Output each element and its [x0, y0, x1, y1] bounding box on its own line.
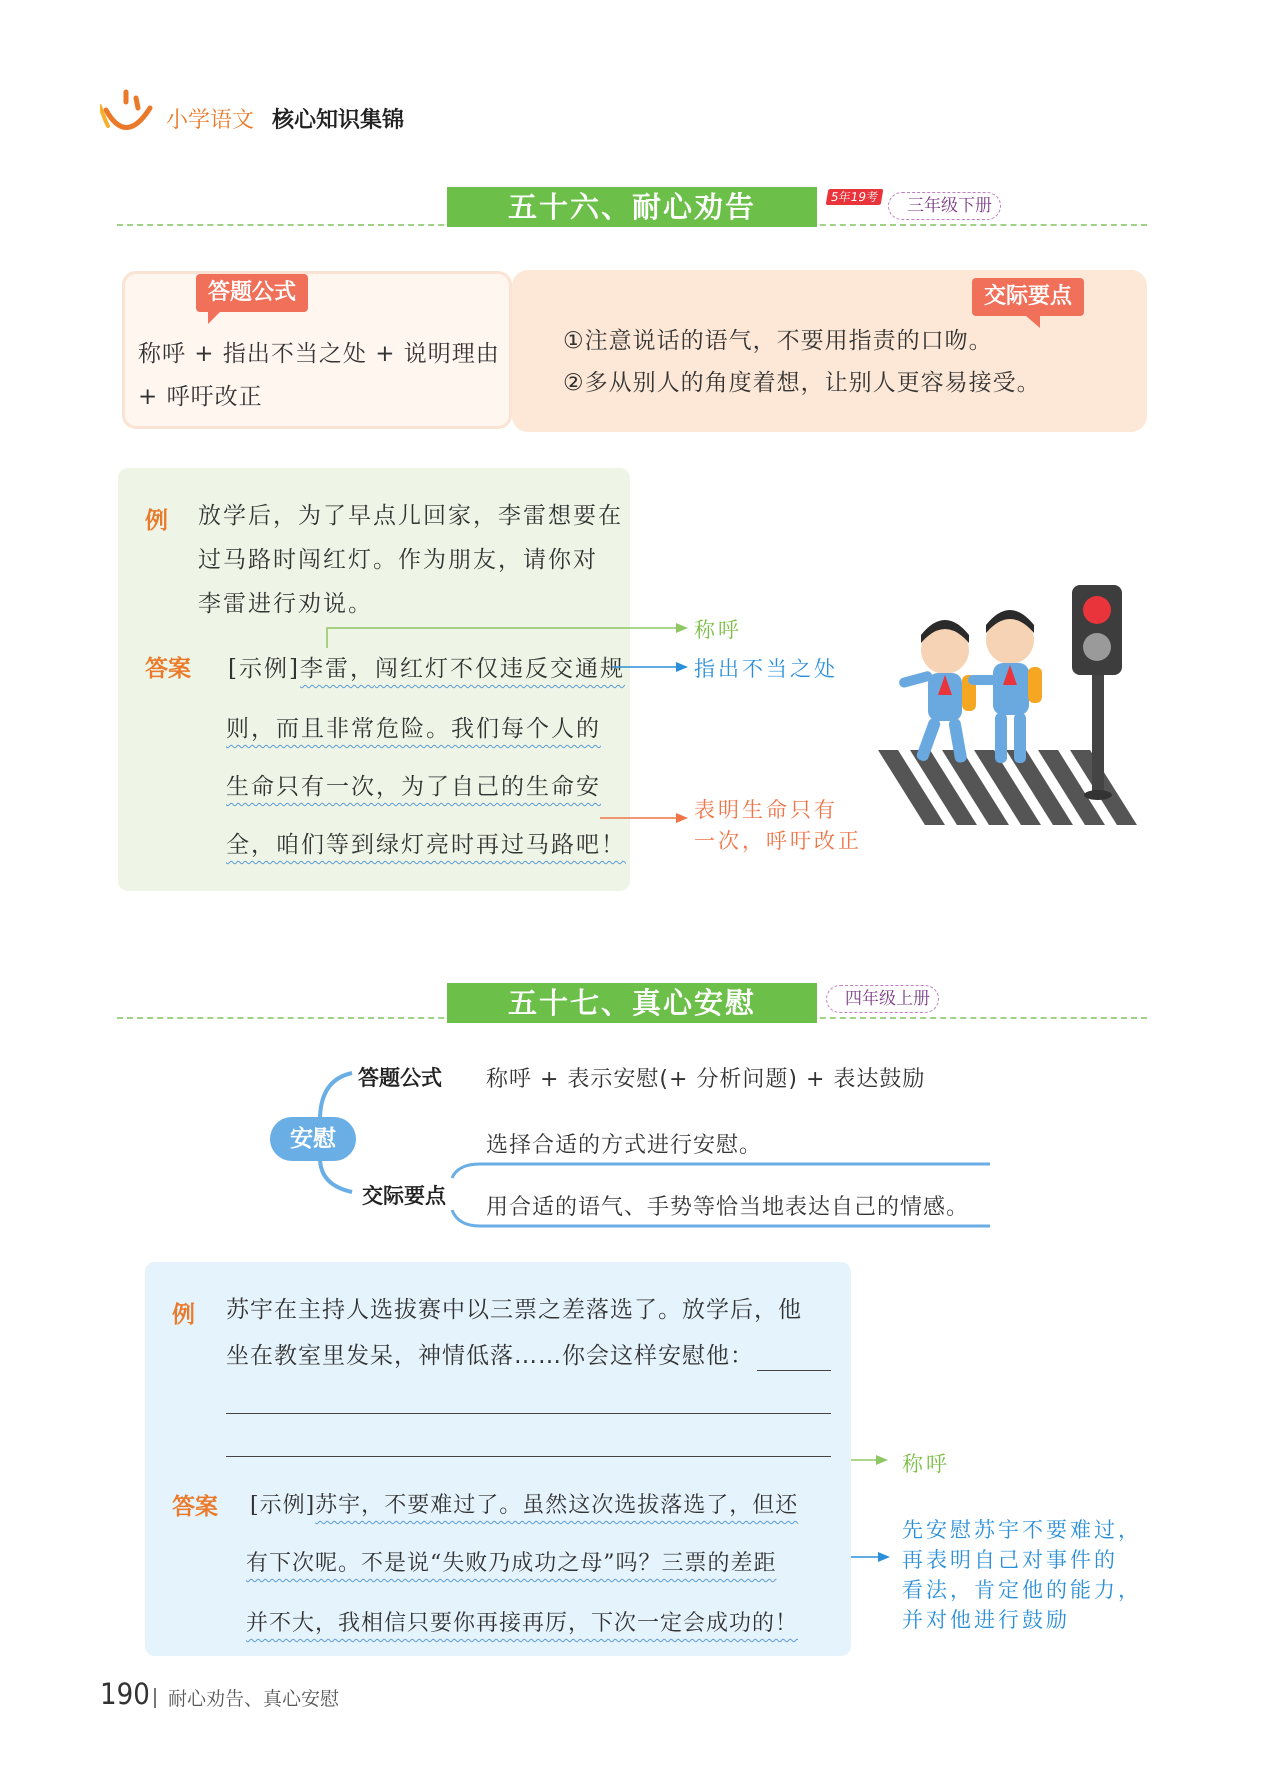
answer-blank-line [226, 1456, 831, 1457]
answer-line: 有下次呢。不是说“失败乃成功之母”吗？三票的差距 [246, 1551, 777, 1576]
formula-text: 称呼 + 表示安慰(+ 分析问题) + 表达鼓励 [486, 1067, 926, 1092]
answer-blank-line [226, 1413, 831, 1414]
annotation-reason: 一次，呼吁改正 [694, 829, 862, 853]
formula-label: 答题公式 [196, 274, 308, 312]
annotation-comfort: 先安慰苏宇不要难过， [902, 1518, 1142, 1542]
header-book-title: 核心知识集锦 [272, 108, 405, 133]
key-points-label: 交际要点 [362, 1184, 446, 1208]
answer-line: 则，而且非常危险。我们每个人的 [226, 716, 601, 742]
section-title: 五十七、真心安慰 [447, 983, 817, 1023]
example-mark: 例 [145, 508, 168, 534]
answer-line: 全，咱们等到绿灯亮时再过马路吧！ [226, 832, 626, 858]
answer-text: 不要难过了。虽然这次选拔落选了，但还 [384, 1493, 799, 1518]
answer-blank-line [757, 1370, 831, 1371]
answer-mark: 答案 [172, 1494, 218, 1520]
annotation-comfort: 看法，肯定他的能力， [902, 1578, 1142, 1602]
answer-mark: 答案 [145, 656, 191, 682]
answer-call-name: 李雷， [299, 656, 375, 682]
question-line: 苏宇在主持人选拔赛中以三票之差落选了。放学后，他 [226, 1297, 802, 1323]
mind-map-center: 安慰 [270, 1117, 356, 1161]
footer-divider [154, 1688, 156, 1708]
question-line: 放学后，为了早点儿回家，李雷想要在 [198, 503, 623, 529]
grade-tag: 三年级下册 [888, 192, 1001, 220]
annotation-reason: 表明生命只有 [694, 798, 838, 822]
answer-line: 生命只有一次，为了自己的生命安 [226, 774, 601, 800]
answer-line [250, 1488, 798, 1519]
key-point-1: 选择合适的方式进行安慰。 [486, 1133, 763, 1158]
annotation-call: 称呼 [902, 1452, 950, 1476]
key-point-2: ②多从别人的角度着想，让别人更容易接受。 [563, 370, 1041, 396]
key-point-2: 用合适的语气、手势等恰当地表达自己的情感。 [486, 1195, 970, 1220]
formula-text-line2: + 呼吁改正 [138, 384, 263, 410]
section-title: 五十六、耐心劝告 [447, 187, 817, 227]
answer-prefix: [示例] [250, 1493, 316, 1518]
formula-label: 答题公式 [358, 1066, 442, 1090]
grade-tag: 四年级上册 [826, 985, 939, 1013]
exam-frequency-badge: 5年19考 [826, 189, 884, 205]
example-mark: 例 [172, 1302, 195, 1328]
question-line: 李雷进行劝说。 [198, 591, 373, 617]
annotation-comfort: 再表明自己对事件的 [902, 1548, 1118, 1572]
key-point-1: ①注意说话的语气，不要用指责的口吻。 [563, 328, 993, 354]
question-line: 过马路时闯红灯。作为朋友，请你对 [198, 547, 598, 573]
question-line: 坐在教室里发呆，神情低落……你会这样安慰他： [226, 1343, 754, 1369]
header-subject: 小学语文 [166, 108, 255, 133]
footer-section-names: 耐心劝告、真心安慰 [168, 1688, 340, 1710]
answer-line: 并不大，我相信只要你再接再厉，下次一定会成功的！ [246, 1611, 799, 1636]
answer-prefix: [示例] [228, 656, 300, 682]
annotation-call: 称呼 [694, 618, 742, 642]
answer-call-name: 苏宇， [315, 1493, 385, 1518]
page-number: 190 [100, 1677, 150, 1711]
answer-text: 闯红灯不仅违反交通规 [374, 656, 625, 682]
annotation-point-out: 指出不当之处 [694, 657, 838, 681]
annotation-comfort: 并对他进行鼓励 [902, 1608, 1070, 1632]
formula-text-line1: 称呼 + 指出不当之处 + 说明理由 [138, 341, 500, 367]
key-points-label: 交际要点 [972, 278, 1084, 316]
